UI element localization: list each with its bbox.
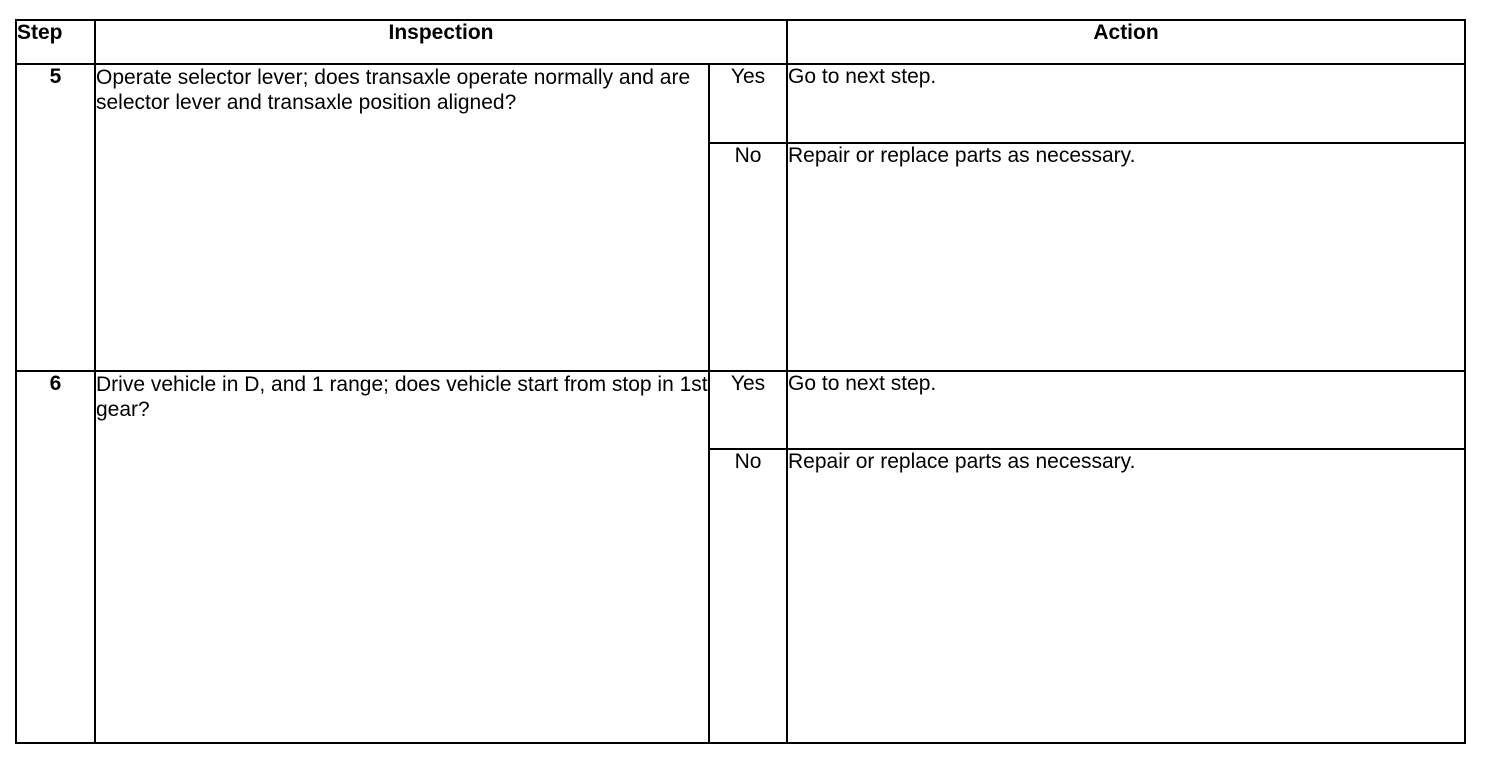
yes-action: Go to next step. [787,371,1465,449]
header-action: Action [787,20,1465,64]
yes-label: Yes [709,64,787,143]
header-inspection: Inspection [95,20,787,64]
table-header-row [16,20,1465,64]
inspection-text: Operate selector lever; does transaxle operate normally and are selector lever and transaxle position aligned? [95,64,709,371]
no-label: No [709,449,787,743]
no-action: Repair or replace parts as necessary. [787,449,1465,743]
step-number: 5 [16,64,95,371]
table-row [16,64,1465,143]
yes-label: Yes [709,371,787,449]
yes-action: Go to next step. [787,64,1465,143]
inspection-text: Drive vehicle in D, and 1 range; does vehicle start from stop in 1st gear? [95,371,709,743]
inspection-table [15,19,1466,744]
no-action: Repair or replace parts as necessary. [787,143,1465,371]
table-row [16,371,1465,449]
header-step: Step [16,20,95,64]
no-label: No [709,143,787,371]
step-number: 6 [16,371,95,743]
